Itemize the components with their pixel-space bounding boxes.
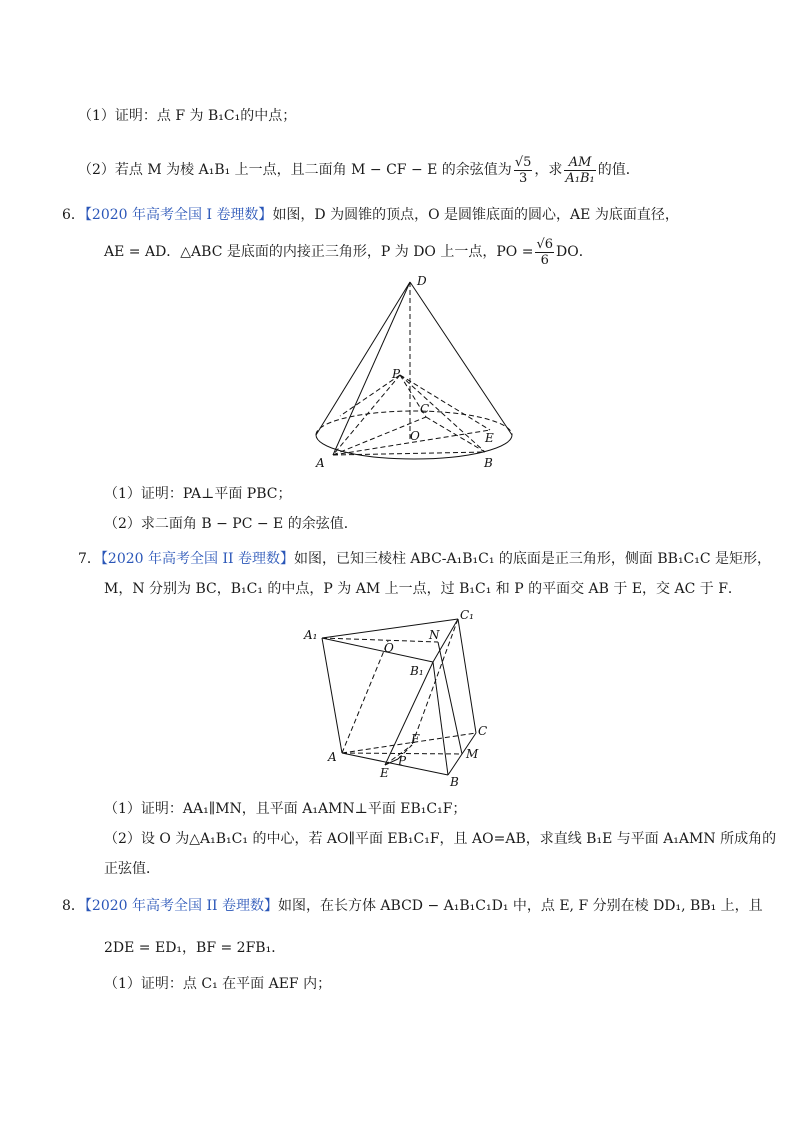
edge-EB1	[385, 662, 433, 765]
edge-CB	[426, 417, 485, 452]
cone-slant-left	[316, 282, 410, 435]
label-P: P	[392, 367, 401, 381]
edge-AB	[342, 753, 448, 775]
edge-CC1	[458, 619, 476, 733]
q5-part1: （1）证明：点 F 为 B₁C₁的中点；	[78, 108, 297, 124]
label-P: P	[398, 754, 407, 768]
q6-number: 6．	[62, 207, 85, 223]
label-A: A	[328, 750, 337, 764]
cone-figure	[300, 270, 530, 475]
label-B: B	[484, 456, 493, 470]
q6-frac-den: 6	[540, 252, 549, 268]
edge-NM	[438, 642, 462, 754]
q7-part2-line1: （2）设 O 为△A₁B₁C₁ 的中心，若 AO∥平面 EB₁C₁F，且 AO=AB，求直线 B₁E 与平面 A₁AMN 所成角的	[104, 831, 777, 847]
label-D: D	[417, 274, 427, 288]
q5-mid: ，求	[534, 162, 563, 178]
q7-stem-line1	[78, 549, 771, 569]
q6-fraction	[535, 237, 554, 268]
label-F: F	[411, 732, 420, 746]
q5-frac-den: 3	[518, 170, 528, 186]
label-C: C	[420, 402, 430, 416]
q6-stem-line1	[62, 205, 679, 225]
label-O: O	[410, 429, 420, 443]
label-E: E	[380, 766, 389, 780]
label-B: B	[450, 775, 459, 789]
q7-source-tag: 【2020 年高考全国 II 卷理数】	[100, 551, 294, 567]
q8-stem-line1	[62, 896, 763, 916]
label-M: M	[466, 747, 479, 761]
q8-source-tag: 【2020 年高考全国 II 卷理数】	[84, 898, 278, 914]
q5-fraction2	[564, 155, 595, 186]
q6-stem-line2	[104, 234, 593, 270]
q8-part1: （1）证明：点 C₁ 在平面 AEF 内；	[104, 976, 332, 992]
label-N: N	[429, 628, 440, 642]
q5-frac2-den: A₁B₁	[565, 170, 595, 186]
q6-text2: AE = AD．△ABC 是底面的内接正三角形，P 为 DO 上一点，PO =	[104, 244, 534, 260]
label-O: O	[384, 641, 394, 655]
label-A: A	[316, 456, 325, 470]
q5-frac-num: √5	[514, 154, 532, 170]
edge-AO	[342, 641, 388, 753]
q7-number: 7．	[78, 551, 101, 567]
edge-AC	[342, 733, 476, 753]
q5-frac2-num: AM	[564, 155, 595, 171]
label-C: C	[478, 724, 488, 738]
label-B1: B₁	[410, 664, 424, 678]
q8-stem-line2: 2DE = ED₁，BF = 2FB₁．	[104, 940, 286, 956]
label-C1: C₁	[460, 608, 474, 622]
edge-A1B1	[322, 638, 433, 662]
q7-part2-line2: 正弦值．	[104, 861, 160, 877]
label-A1: A₁	[304, 628, 318, 642]
q5-fraction	[514, 155, 533, 186]
q6-source-tag: 【2020 年高考全国 I 卷理数】	[84, 207, 273, 223]
q6-part2: （2）求二面角 B − PC − E 的余弦值．	[104, 516, 358, 532]
q6-part1: （1）证明：PA⊥平面 PBC；	[104, 486, 292, 502]
q7-part1: （1）证明：AA₁∥MN，且平面 A₁AMN⊥平面 EB₁C₁F；	[104, 801, 467, 817]
q6-frac-num: √6	[536, 236, 553, 252]
q8-text1: 如图，在长方体 ABCD − A₁B₁C₁D₁ 中，点 E, F 分别在棱 DD₁, BB₁ 上，且	[277, 898, 763, 914]
q7-text1: 如图，已知三棱柱 ABC-A₁B₁C₁ 的底面是正三角形，侧面 BB₁C₁C 是矩形，	[293, 551, 772, 567]
q6-text2-post: DO．	[556, 244, 593, 260]
prism-figure	[300, 605, 500, 790]
q8-number: 8．	[62, 898, 85, 914]
q7-stem-line2: M，N 分别为 BC，B₁C₁ 的中点，P 为 AM 上一点，过 B₁C₁ 和 P 的平面交 AB 于 E，交 AC 于 F．	[104, 581, 742, 597]
edge-PE	[400, 375, 490, 430]
edge-AA1	[322, 638, 342, 753]
label-E: E	[485, 431, 494, 445]
q5-post: 的值．	[597, 162, 640, 178]
q5-part2	[78, 150, 640, 190]
q5-part2-text: （2）若点 M 为棱 A₁B₁ 上一点，且二面角 M − CF − E 的余弦值为	[78, 162, 512, 178]
q6-text1: 如图，D 为圆锥的顶点，O 是圆锥底面的圆心，AE 为底面直径，	[272, 207, 679, 223]
edge-PA	[333, 375, 400, 455]
